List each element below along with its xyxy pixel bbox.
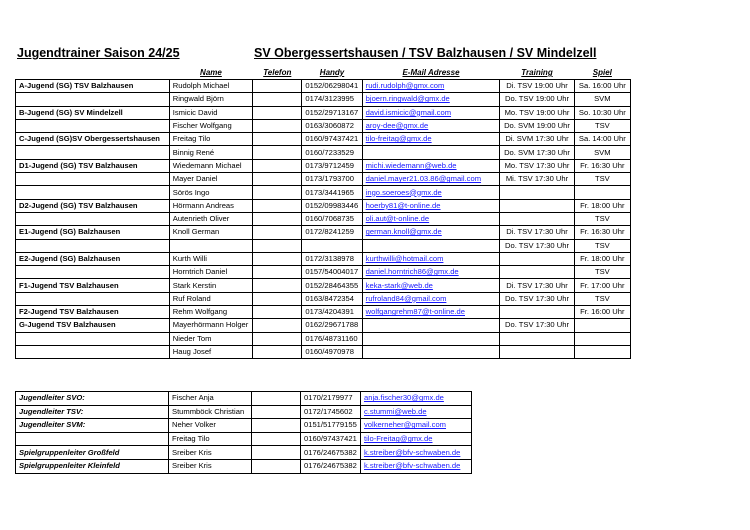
official-handy: 0160/97437421 xyxy=(301,432,361,446)
email-link[interactable]: oli.aut@t-online.de xyxy=(362,212,500,225)
team-cell: E2-Jugend (SG) Balzhausen xyxy=(16,252,170,265)
name-cell xyxy=(169,239,252,252)
official-telefon xyxy=(252,405,301,419)
training-cell xyxy=(500,266,574,279)
telefon-cell xyxy=(253,345,302,358)
training-cell: Do. TSV 17:30 Uhr xyxy=(500,292,574,305)
official-handy: 0176/24675382 xyxy=(301,446,361,460)
email-link[interactable]: ingo.soeroes@gmx.de xyxy=(362,186,500,199)
name-cell: Horntrich Daniel xyxy=(169,266,252,279)
telefon-cell xyxy=(253,266,302,279)
team-cell xyxy=(16,292,170,305)
official-email-link[interactable]: tilo-Freitag@gmx.de xyxy=(361,432,472,446)
official-handy: 0176/24675382 xyxy=(301,459,361,473)
table-row xyxy=(16,133,631,146)
table-row xyxy=(16,239,631,252)
training-cell xyxy=(500,252,574,265)
table-row xyxy=(16,292,631,305)
training-cell xyxy=(500,345,574,358)
official-handy: 0172/1745602 xyxy=(301,405,361,419)
telefon-cell xyxy=(253,159,302,172)
name-cell: Stark Kerstin xyxy=(169,279,252,292)
training-cell xyxy=(500,186,574,199)
telefon-cell xyxy=(253,226,302,239)
email-link xyxy=(362,345,500,358)
official-email-link[interactable]: anja.fischer30@gmx.de xyxy=(361,392,472,406)
official-role: Spielgruppenleiter Kleinfeld xyxy=(16,459,169,473)
spiel-cell: Fr. 17:00 Uhr xyxy=(574,279,630,292)
spiel-cell xyxy=(574,345,630,358)
handy-cell: 0173/4204391 xyxy=(302,306,362,319)
telefon-cell xyxy=(253,212,302,225)
training-cell: Mi. TSV 17:30 Uhr xyxy=(500,173,574,186)
spiel-cell: TSV xyxy=(574,292,630,305)
spiel-cell: SVM xyxy=(574,93,630,106)
telefon-cell xyxy=(253,199,302,212)
team-cell xyxy=(16,186,170,199)
name-cell: Fischer Wolfgang xyxy=(169,119,252,132)
official-name: Sreiber Kris xyxy=(169,459,252,473)
handy-cell: 0152/29713167 xyxy=(302,106,362,119)
trainer-table xyxy=(15,67,631,359)
training-cell xyxy=(500,212,574,225)
email-link[interactable]: rufroland84@gmail.com xyxy=(362,292,500,305)
spiel-cell: TSV xyxy=(574,119,630,132)
telefon-cell xyxy=(253,239,302,252)
official-role: Jugendleiter TSV: xyxy=(16,405,169,419)
training-cell xyxy=(500,306,574,319)
spiel-cell: Fr. 16:30 Uhr xyxy=(574,226,630,239)
official-telefon xyxy=(252,392,301,406)
team-cell xyxy=(16,266,170,279)
email-link[interactable]: kurthwilli@hotmail.com xyxy=(362,252,500,265)
table-row xyxy=(16,345,631,358)
handy-cell: 0160/97437421 xyxy=(302,133,362,146)
telefon-cell xyxy=(253,252,302,265)
handy-cell: 0162/29671788 xyxy=(302,319,362,332)
spiel-cell: Fr. 16:30 Uhr xyxy=(574,159,630,172)
official-email-link[interactable]: volkerneher@gmail.com xyxy=(361,419,472,433)
training-cell: Do. TSV 17:30 Uhr xyxy=(500,239,574,252)
official-row xyxy=(16,405,472,419)
email-link[interactable]: tilo-freitag@gmx.de xyxy=(362,133,500,146)
team-cell: D1-Jugend (SG) TSV Balzhausen xyxy=(16,159,170,172)
official-telefon xyxy=(252,419,301,433)
email-link[interactable]: rudi.rudolph@gmx.com xyxy=(362,80,500,93)
official-email-link[interactable]: k.streiber@bfv-schwaben.de xyxy=(361,446,472,460)
page-title: Jugendtrainer Saison 24/25 xyxy=(17,46,180,60)
table-row xyxy=(16,252,631,265)
officials-table xyxy=(15,391,472,474)
official-role: Jugendleiter SVO: xyxy=(16,392,169,406)
training-cell: Mo. TSV 17:30 Uhr xyxy=(500,159,574,172)
team-cell xyxy=(16,332,170,345)
name-cell: Ringwald Björn xyxy=(169,93,252,106)
training-cell: Di. TSV 19:00 Uhr xyxy=(500,80,574,93)
table-row xyxy=(16,159,631,172)
name-cell: Ruf Roland xyxy=(169,292,252,305)
name-cell: Haug Josef xyxy=(169,345,252,358)
official-role: Spielgruppenleiter Großfeld xyxy=(16,446,169,460)
name-cell: Wiedemann Michael xyxy=(169,159,252,172)
handy-cell: 0152/09983446 xyxy=(302,199,362,212)
training-cell: Di. TSV 17:30 Uhr xyxy=(500,226,574,239)
telefon-cell xyxy=(253,93,302,106)
official-name: Stummböck Christian xyxy=(169,405,252,419)
official-handy: 0170/2179977 xyxy=(301,392,361,406)
name-cell: Ismicic David xyxy=(169,106,252,119)
name-cell: Autenrieth Oliver xyxy=(169,212,252,225)
handy-cell: 0163/8472354 xyxy=(302,292,362,305)
header-handy: Handy xyxy=(319,68,345,77)
name-cell: Rudolph Michael xyxy=(169,80,252,93)
telefon-cell xyxy=(253,306,302,319)
team-cell: F1-Jugend TSV Balzhausen xyxy=(16,279,170,292)
name-cell: Kurth Willi xyxy=(169,252,252,265)
spiel-cell xyxy=(574,332,630,345)
table-row xyxy=(16,186,631,199)
official-role xyxy=(16,432,169,446)
email-link[interactable]: wolfgangrehm87@t-online.de xyxy=(362,306,500,319)
spiel-cell: SVM xyxy=(574,146,630,159)
spiel-cell: Sa. 14:00 Uhr xyxy=(574,133,630,146)
table-row xyxy=(16,93,631,106)
spiel-cell: Fr. 16:00 Uhr xyxy=(574,306,630,319)
official-row xyxy=(16,392,472,406)
spiel-cell xyxy=(574,319,630,332)
spiel-cell: TSV xyxy=(574,266,630,279)
training-cell: Do. TSV 19:00 Uhr xyxy=(500,93,574,106)
official-name: Fischer Anja xyxy=(169,392,252,406)
table-row xyxy=(16,226,631,239)
header-email: E-Mail Adresse xyxy=(402,68,460,77)
table-row xyxy=(16,212,631,225)
team-cell xyxy=(16,146,170,159)
table-row xyxy=(16,266,631,279)
team-cell xyxy=(16,212,170,225)
training-cell: Di. TSV 17:30 Uhr xyxy=(500,279,574,292)
training-cell: Do. SVM 19:00 Uhr xyxy=(500,119,574,132)
official-name: Sreiber Kris xyxy=(169,446,252,460)
official-telefon xyxy=(252,459,301,473)
email-link xyxy=(362,146,500,159)
table-row xyxy=(16,173,631,186)
clubs-title: SV Obergessertshausen / TSV Balzhausen / SV Mindelzell xyxy=(254,46,597,60)
header-team xyxy=(16,67,170,80)
official-row xyxy=(16,446,472,460)
telefon-cell xyxy=(253,106,302,119)
header-name: Name xyxy=(200,68,222,77)
handy-cell: 0160/7068735 xyxy=(302,212,362,225)
team-cell: A-Jugend (SG) TSV Balzhausen xyxy=(16,80,170,93)
header-telefon: Telefon xyxy=(263,68,292,77)
spiel-cell: TSV xyxy=(574,173,630,186)
email-link[interactable]: keka-stark@web.de xyxy=(362,279,500,292)
name-cell: Nieder Tom xyxy=(169,332,252,345)
team-cell: G-Jugend TSV Balzhausen xyxy=(16,319,170,332)
handy-cell: 0174/3123995 xyxy=(302,93,362,106)
team-cell: F2-Jugend TSV Balzhausen xyxy=(16,306,170,319)
team-cell: C-Jugend (SG)SV Obergessertshausen xyxy=(16,133,170,146)
telefon-cell xyxy=(253,119,302,132)
header-row xyxy=(16,67,631,80)
handy-cell: 0160/4970978 xyxy=(302,345,362,358)
official-role: Jugendleiter SVM: xyxy=(16,419,169,433)
handy-cell: 0163/3060872 xyxy=(302,119,362,132)
name-cell: Hörmann Andreas xyxy=(169,199,252,212)
handy-cell: 0172/3138978 xyxy=(302,252,362,265)
name-cell: Mayerhörmann Holger xyxy=(169,319,252,332)
table-row xyxy=(16,279,631,292)
email-link[interactable]: bjoern.ringwald@gmx.de xyxy=(362,93,500,106)
table-row xyxy=(16,306,631,319)
table-row xyxy=(16,199,631,212)
table-row xyxy=(16,106,631,119)
official-row xyxy=(16,419,472,433)
email-link[interactable]: aroy-dee@gmx.de xyxy=(362,119,500,132)
email-link[interactable]: german.knoll@gmx.de xyxy=(362,226,500,239)
email-link xyxy=(362,319,500,332)
telefon-cell xyxy=(253,319,302,332)
handy-cell: 0160/7233529 xyxy=(302,146,362,159)
name-cell: Rehm Wolfgang xyxy=(169,306,252,319)
official-row xyxy=(16,432,472,446)
training-cell xyxy=(500,199,574,212)
telefon-cell xyxy=(253,292,302,305)
name-cell: Freitag Tilo xyxy=(169,133,252,146)
handy-cell: 0172/8241259 xyxy=(302,226,362,239)
email-link xyxy=(362,239,500,252)
official-telefon xyxy=(252,446,301,460)
spiel-cell xyxy=(574,186,630,199)
handy-cell: 0157/54004017 xyxy=(302,266,362,279)
name-cell: Sörös Ingo xyxy=(169,186,252,199)
spiel-cell: Fr. 18:00 Uhr xyxy=(574,199,630,212)
email-link[interactable]: michi.wiedemann@web.de xyxy=(362,159,500,172)
handy-cell xyxy=(302,239,362,252)
table-row xyxy=(16,80,631,93)
team-cell xyxy=(16,93,170,106)
email-link[interactable]: hoerby81@t-online.de xyxy=(362,199,500,212)
team-cell: B-Jugend (SG) SV Mindelzell xyxy=(16,106,170,119)
table-row xyxy=(16,146,631,159)
official-handy: 0151/51779155 xyxy=(301,419,361,433)
header-training: Training xyxy=(521,68,553,77)
training-cell xyxy=(500,332,574,345)
official-name: Neher Volker xyxy=(169,419,252,433)
team-cell xyxy=(16,239,170,252)
telefon-cell xyxy=(253,146,302,159)
telefon-cell xyxy=(253,133,302,146)
training-cell: Di. SVM 17:30 Uhr xyxy=(500,133,574,146)
name-cell: Knoll German xyxy=(169,226,252,239)
spiel-cell: Fr. 18:00 Uhr xyxy=(574,252,630,265)
spiel-cell: Sa. 16:00 Uhr xyxy=(574,80,630,93)
telefon-cell xyxy=(253,80,302,93)
header-spiel: Spiel xyxy=(592,68,612,77)
handy-cell: 0152/28464355 xyxy=(302,279,362,292)
official-name: Freitag Tilo xyxy=(169,432,252,446)
spiel-cell: So. 10:30 Uhr xyxy=(574,106,630,119)
official-telefon xyxy=(252,432,301,446)
telefon-cell xyxy=(253,332,302,345)
name-cell: Mayer Daniel xyxy=(169,173,252,186)
official-email-link[interactable]: k.streiber@bfv-schwaben.de xyxy=(361,459,472,473)
team-cell xyxy=(16,119,170,132)
training-cell: Do. SVM 17:30 Uhr xyxy=(500,146,574,159)
table-row xyxy=(16,332,631,345)
email-link[interactable]: daniel.mayer21.03.86@gmail.com xyxy=(362,173,500,186)
handy-cell: 0176/48731160 xyxy=(302,332,362,345)
email-link[interactable]: daniel.horntrich86@gmx.de xyxy=(362,266,500,279)
spiel-cell: TSV xyxy=(574,212,630,225)
team-cell xyxy=(16,345,170,358)
training-cell: Mo. TSV 19:00 Uhr xyxy=(500,106,574,119)
telefon-cell xyxy=(253,279,302,292)
email-link xyxy=(362,332,500,345)
official-row xyxy=(16,459,472,473)
telefon-cell xyxy=(253,186,302,199)
handy-cell: 0152/06298041 xyxy=(302,80,362,93)
team-cell xyxy=(16,173,170,186)
email-link[interactable]: david.ismicic@gmail.com xyxy=(362,106,500,119)
official-email-link[interactable]: c.stummi@web.de xyxy=(361,405,472,419)
spiel-cell: TSV xyxy=(574,239,630,252)
team-cell: D2-Jugend (SG) TSV Balzhausen xyxy=(16,199,170,212)
table-row xyxy=(16,319,631,332)
handy-cell: 0173/1793700 xyxy=(302,173,362,186)
handy-cell: 0173/3441965 xyxy=(302,186,362,199)
handy-cell: 0173/9712459 xyxy=(302,159,362,172)
team-cell: E1-Jugend (SG) Balzhausen xyxy=(16,226,170,239)
telefon-cell xyxy=(253,173,302,186)
training-cell: Do. TSV 17:30 Uhr xyxy=(500,319,574,332)
table-row xyxy=(16,119,631,132)
name-cell: Binnig René xyxy=(169,146,252,159)
